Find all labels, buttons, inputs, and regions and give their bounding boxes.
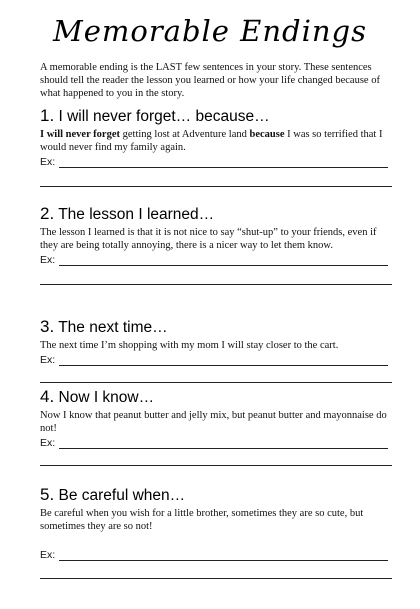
section-4-answer-line-1[interactable] bbox=[59, 448, 388, 449]
section-4-number: 4. bbox=[40, 387, 55, 406]
section-3 bbox=[40, 317, 394, 383]
section-2-answer-line-2[interactable] bbox=[40, 284, 392, 285]
section-5-title: Be careful when… bbox=[58, 487, 186, 504]
section-5-example-text: Be careful when you wish for a little brother, sometimes they are so cute, but sometimes they are so not! bbox=[40, 508, 364, 532]
section-4-ex-row bbox=[40, 437, 394, 450]
section-3-number: 3. bbox=[40, 317, 55, 336]
section-5-heading bbox=[40, 485, 394, 505]
section-3-answer-line-1[interactable] bbox=[59, 365, 388, 366]
section-1-body-mid: getting lost at Adventure land bbox=[120, 129, 250, 140]
section-2-heading bbox=[40, 204, 394, 224]
intro-paragraph: A memorable ending is the LAST few sentences in your story. These sentences should tell the reader the lesson you learned or how your life changed because of what happened to you in the story. bbox=[40, 62, 380, 99]
section-5-number: 5. bbox=[40, 485, 55, 504]
section-1-answer-line-1[interactable] bbox=[59, 167, 388, 168]
section-5-ex-row bbox=[40, 549, 394, 562]
section-2-example-text: The lesson I learned is that it is not nice to say “shut-up” to your friends, even if they are being totally annoying, there is a nicer way to let them know. bbox=[40, 227, 377, 251]
section-5-ex-label: Ex: bbox=[40, 549, 56, 561]
section-3-title: The next time… bbox=[58, 319, 168, 336]
section-2-answer-line-1[interactable] bbox=[59, 265, 388, 266]
section-1-number: 1. bbox=[40, 106, 55, 125]
section-4 bbox=[40, 387, 394, 466]
section-2-ex-label: Ex: bbox=[40, 254, 56, 266]
section-2-title: The lesson I learned… bbox=[58, 206, 215, 223]
section-1-body-end: I was so terrified that I would never find my family again. bbox=[40, 129, 383, 153]
section-1-ex-row bbox=[40, 156, 394, 169]
section-3-ex-row bbox=[40, 354, 394, 367]
section-5-answer-line-2[interactable] bbox=[40, 578, 392, 579]
section-1-answer-line-2[interactable] bbox=[40, 186, 392, 187]
section-3-example-text: The next time I’m shopping with my mom I will stay closer to the cart. bbox=[40, 340, 339, 351]
section-4-answer-line-2[interactable] bbox=[40, 465, 392, 466]
section-2-ex-row bbox=[40, 254, 394, 267]
section-1 bbox=[40, 106, 394, 187]
section-4-ex-label: Ex: bbox=[40, 437, 56, 449]
section-3-ex-label: Ex: bbox=[40, 354, 56, 366]
section-4-title: Now I know… bbox=[58, 389, 155, 406]
section-5-answer-line-1[interactable] bbox=[59, 560, 388, 561]
section-1-title: I will never forget… because… bbox=[58, 108, 270, 125]
section-4-example-text: Now I know that peanut butter and jelly mix, but peanut butter and mayonnaise do not! bbox=[40, 410, 387, 434]
section-1-bold-lead: I will never forget bbox=[40, 129, 120, 140]
section-1-ex-label: Ex: bbox=[40, 156, 56, 168]
section-3-heading bbox=[40, 317, 394, 337]
section-4-heading bbox=[40, 387, 394, 407]
section-1-heading bbox=[40, 106, 394, 126]
section-1-bold-mid: because bbox=[249, 129, 285, 140]
section-3-answer-line-2[interactable] bbox=[40, 382, 392, 383]
section-5 bbox=[40, 485, 394, 579]
page-title: Memorable Endings bbox=[53, 14, 367, 48]
section-1-example-text bbox=[40, 128, 394, 154]
section-2 bbox=[40, 204, 394, 285]
section-2-number: 2. bbox=[40, 204, 55, 223]
